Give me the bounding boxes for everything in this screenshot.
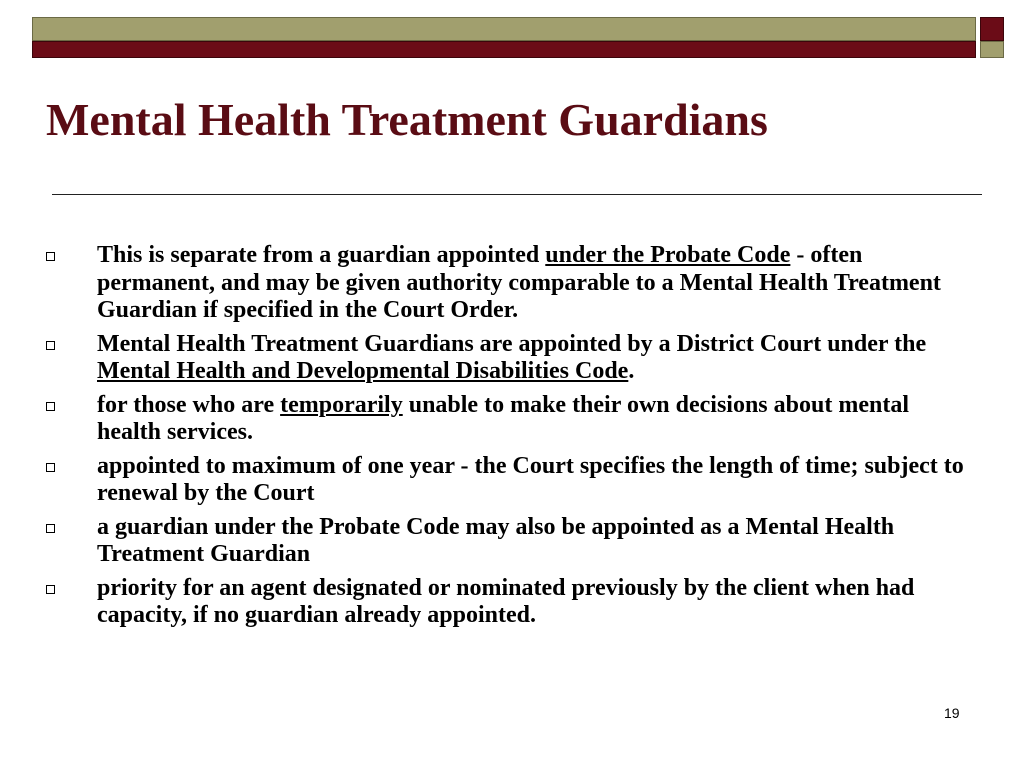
bullet-underlined-text: temporarily — [280, 391, 403, 418]
square-bullet-icon — [46, 252, 55, 261]
bullet-text: unable to make their own decisions about mental health services. — [97, 391, 909, 445]
bullet-item — [46, 242, 976, 325]
bullet-text: appointed to maximum of one year - the Court specifies the length of time; subject to renewal by the Court — [97, 452, 964, 506]
square-bullet-icon — [46, 402, 55, 411]
bullet-underlined-text: under the Probate Code — [545, 242, 791, 268]
page-number: 19 — [944, 705, 960, 721]
bullet-item — [46, 514, 976, 569]
bullet-text: for those who are — [97, 391, 281, 418]
square-bullet-icon — [46, 585, 55, 594]
square-bullet-icon — [46, 463, 55, 472]
bullet-item — [46, 392, 976, 447]
bullet-text: This is separate from a guardian appointed — [97, 242, 546, 268]
square-bullet-icon — [46, 524, 55, 533]
bullet-item — [46, 575, 976, 630]
header-square-maroon — [980, 17, 1004, 41]
slide-title: Mental Health Treatment Guardians — [46, 94, 768, 145]
bullet-item — [46, 453, 976, 508]
title-divider — [52, 194, 982, 195]
header-square-olive — [980, 41, 1004, 58]
bullet-text: . — [628, 358, 635, 384]
square-bullet-icon — [46, 341, 55, 350]
bullet-item — [46, 331, 976, 386]
bullet-text: priority for an agent designated or nominated previously by the client when had capacity, if no guardian already appointed. — [97, 574, 915, 628]
bullet-list — [46, 242, 976, 636]
bullet-underlined-text: Mental Health and Developmental Disabilities Code — [97, 358, 629, 384]
bullet-text: Mental Health Treatment Guardians are appointed by a District Court under the — [97, 330, 927, 357]
header-band-olive — [32, 17, 976, 41]
bullet-text: a guardian under the Probate Code may also be appointed as a Mental Health Treatment Guardian — [97, 513, 895, 567]
header-band-maroon — [32, 41, 976, 58]
bullet-text: - often permanent, and may be given authority comparable to a Mental Health Treatment Guardian if specified in the Court Order. — [97, 242, 941, 323]
